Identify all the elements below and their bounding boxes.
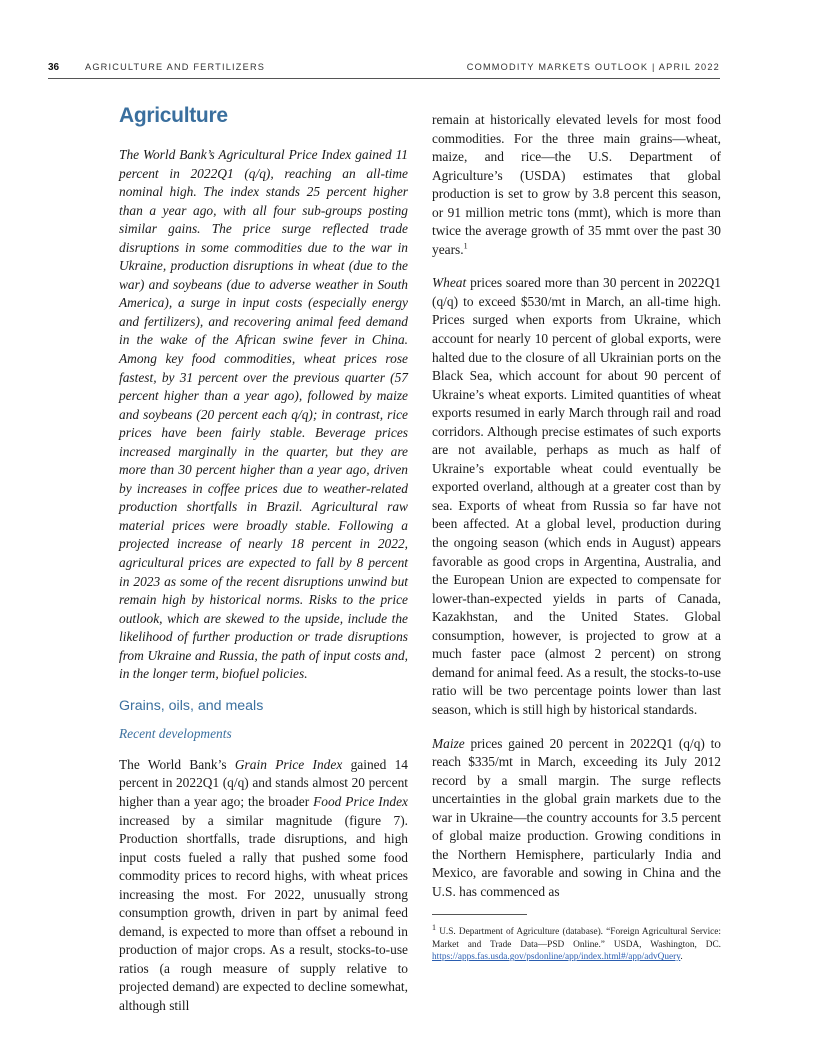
body-paragraph-maize: Maize prices gained 20 percent in 2022Q1 (q/q) to reach $335/mt in March, exceeding its July 2012 record by a small margin. The surge reflects uncertainties in the global grain markets due to the war in Ukraine—the country accounts for 3.5 percent of global maize production. Growing conditions in the Northern Hemisphere, particularly India and Mexico, are favorable and sowing in China and the U.S. has commenced as bbox=[432, 735, 721, 899]
intro-paragraph: The World Bank’s Agricultural Price Index gained 11 percent in 2022Q1 (q/q), reaching an all-time nominal high. The index stands 25 percent higher than a year ago, with all four sub-groups posting similar gains. The price surge reflected trade disruptions in some commodities due to the war in Ukraine, production disruptions in wheat (due to the war) and soybeans (due to adverse weather in South America), a surge in input costs (especially energy and fertilizers), and recovering animal feed demand in the wake of the African swine fever in China. Among key food commodities, wheat prices rose fastest, by 31 percent over the previous quarter (57 percent higher than a year ago), followed by maize and soybeans (20 percent each q/q); in contrast, rice prices have been fairly stable. Beverage prices increased marginally in the quarter, but they are more than 30 percent higher than a year ago, driven by increases in coffee prices due to weather-related production shortfalls in Brazil. Agricultural raw material prices were broadly stable. Following a projected increase of nearly 18 percent in 2022, agricultural prices are expected to fall by 8 percent in 2023 as some of the recent disruptions unwind but remain high by historical norms. Risks to the price outlook, which are skewed to the upside, include the likelihood of further production or trade disruptions from Ukraine and Russia, the path of input costs and, in the longer term, biofuel policies. bbox=[119, 147, 408, 682]
body-paragraph-left: The World Bank’s Grain Price Index gained 14 percent in 2022Q1 (q/q) and stands almost 20 percent higher than a year ago; the broader Food Price Index increased by a similar magnitude (figure 7). Production shortfalls, trade disruptions, and high input costs fueled a rally that pushed some food commodity prices to record highs, with wheat prices increasing the most. For 2022, unusually strong consumption growth, driven in part by animal feed demand, is expected to more than offset a rebound in production of major crops. As a result, stocks-to-use ratios (a rough measure of supply relative to projected demand) are expected to decline somewhat, although still bbox=[119, 756, 408, 1013]
page-number: 36 bbox=[48, 62, 60, 73]
footnote-ref[interactable]: 1 bbox=[463, 241, 468, 251]
footnote: $^1$ U.S. Department of Agriculture (database). “Foreign Agricultural Service: Market and Trade Data—PSD Online.” USDA, Washington, DC. https://apps.fas.usda.gov/psdonline/app/index.html#/app/advQuery. bbox=[432, 922, 721, 963]
subsection-heading: Recent developments bbox=[119, 725, 232, 741]
section-heading: Grains, oils, and meals bbox=[119, 697, 264, 714]
body-paragraph-grains: remain at historically elevated levels for most food commodities. For the three main grains—wheat, maize, and rice—the U.S. Department of Agriculture’s (USDA) estimates that global production is set to grow by 3.8 percent this season, or 91 million metric tons (mmt), which is more than twice the average growth of 35 mmt over the past 30 years.$^1$ bbox=[432, 112, 721, 257]
body-paragraph-wheat: Wheat prices soared more than 30 percent in 2022Q1 (q/q) to exceed $530/mt in March, an all-time high. Prices surged when exports from Ukraine, which account for nearly 10 percent of global exports, were halted due to the closure of all Ukrainian ports on the Black Sea, which account for about 90 percent of Ukraine’s wheat exports. Limited quantities of wheat exports resumed in early March through rail and road corridors. Although precise estimates of such exports are not available, perhaps as much as half of Ukraine’s exportable wheat could eventually be exported overland, although at a greater cost than by sea. Exports of wheat from Russia so far have not been affected. At a global level, production during the ongoing season (which ends in August) appears favorable as good crops in Argentina, Australia, and the European Union are expected to compensate for lower-than-expected yields in parts of Canada, Kazakhstan, and the United States. Global consumption, however, is projected to grow at a much faster pace (almost 2 percent) on strong demand for animal feed. As a result, the stocks-to-use ratio will be two percentage points lower than last season, which is still high by historical standards. bbox=[432, 275, 721, 717]
left-column bbox=[119, 104, 408, 1016]
footnote-link[interactable]: https://apps.fas.usda.gov/psdonline/app/index.html#/app/advQuery bbox=[432, 952, 681, 963]
header-rule bbox=[48, 78, 720, 79]
publication-label: COMMODITY MARKETS OUTLOOK | APRIL 2022 bbox=[466, 62, 720, 72]
footnote-rule bbox=[432, 914, 527, 915]
section-label: AGRICULTURE AND FERTILIZERS bbox=[85, 62, 266, 72]
right-column bbox=[432, 111, 721, 901]
page-title: Agriculture bbox=[119, 104, 228, 127]
running-header bbox=[48, 62, 720, 78]
